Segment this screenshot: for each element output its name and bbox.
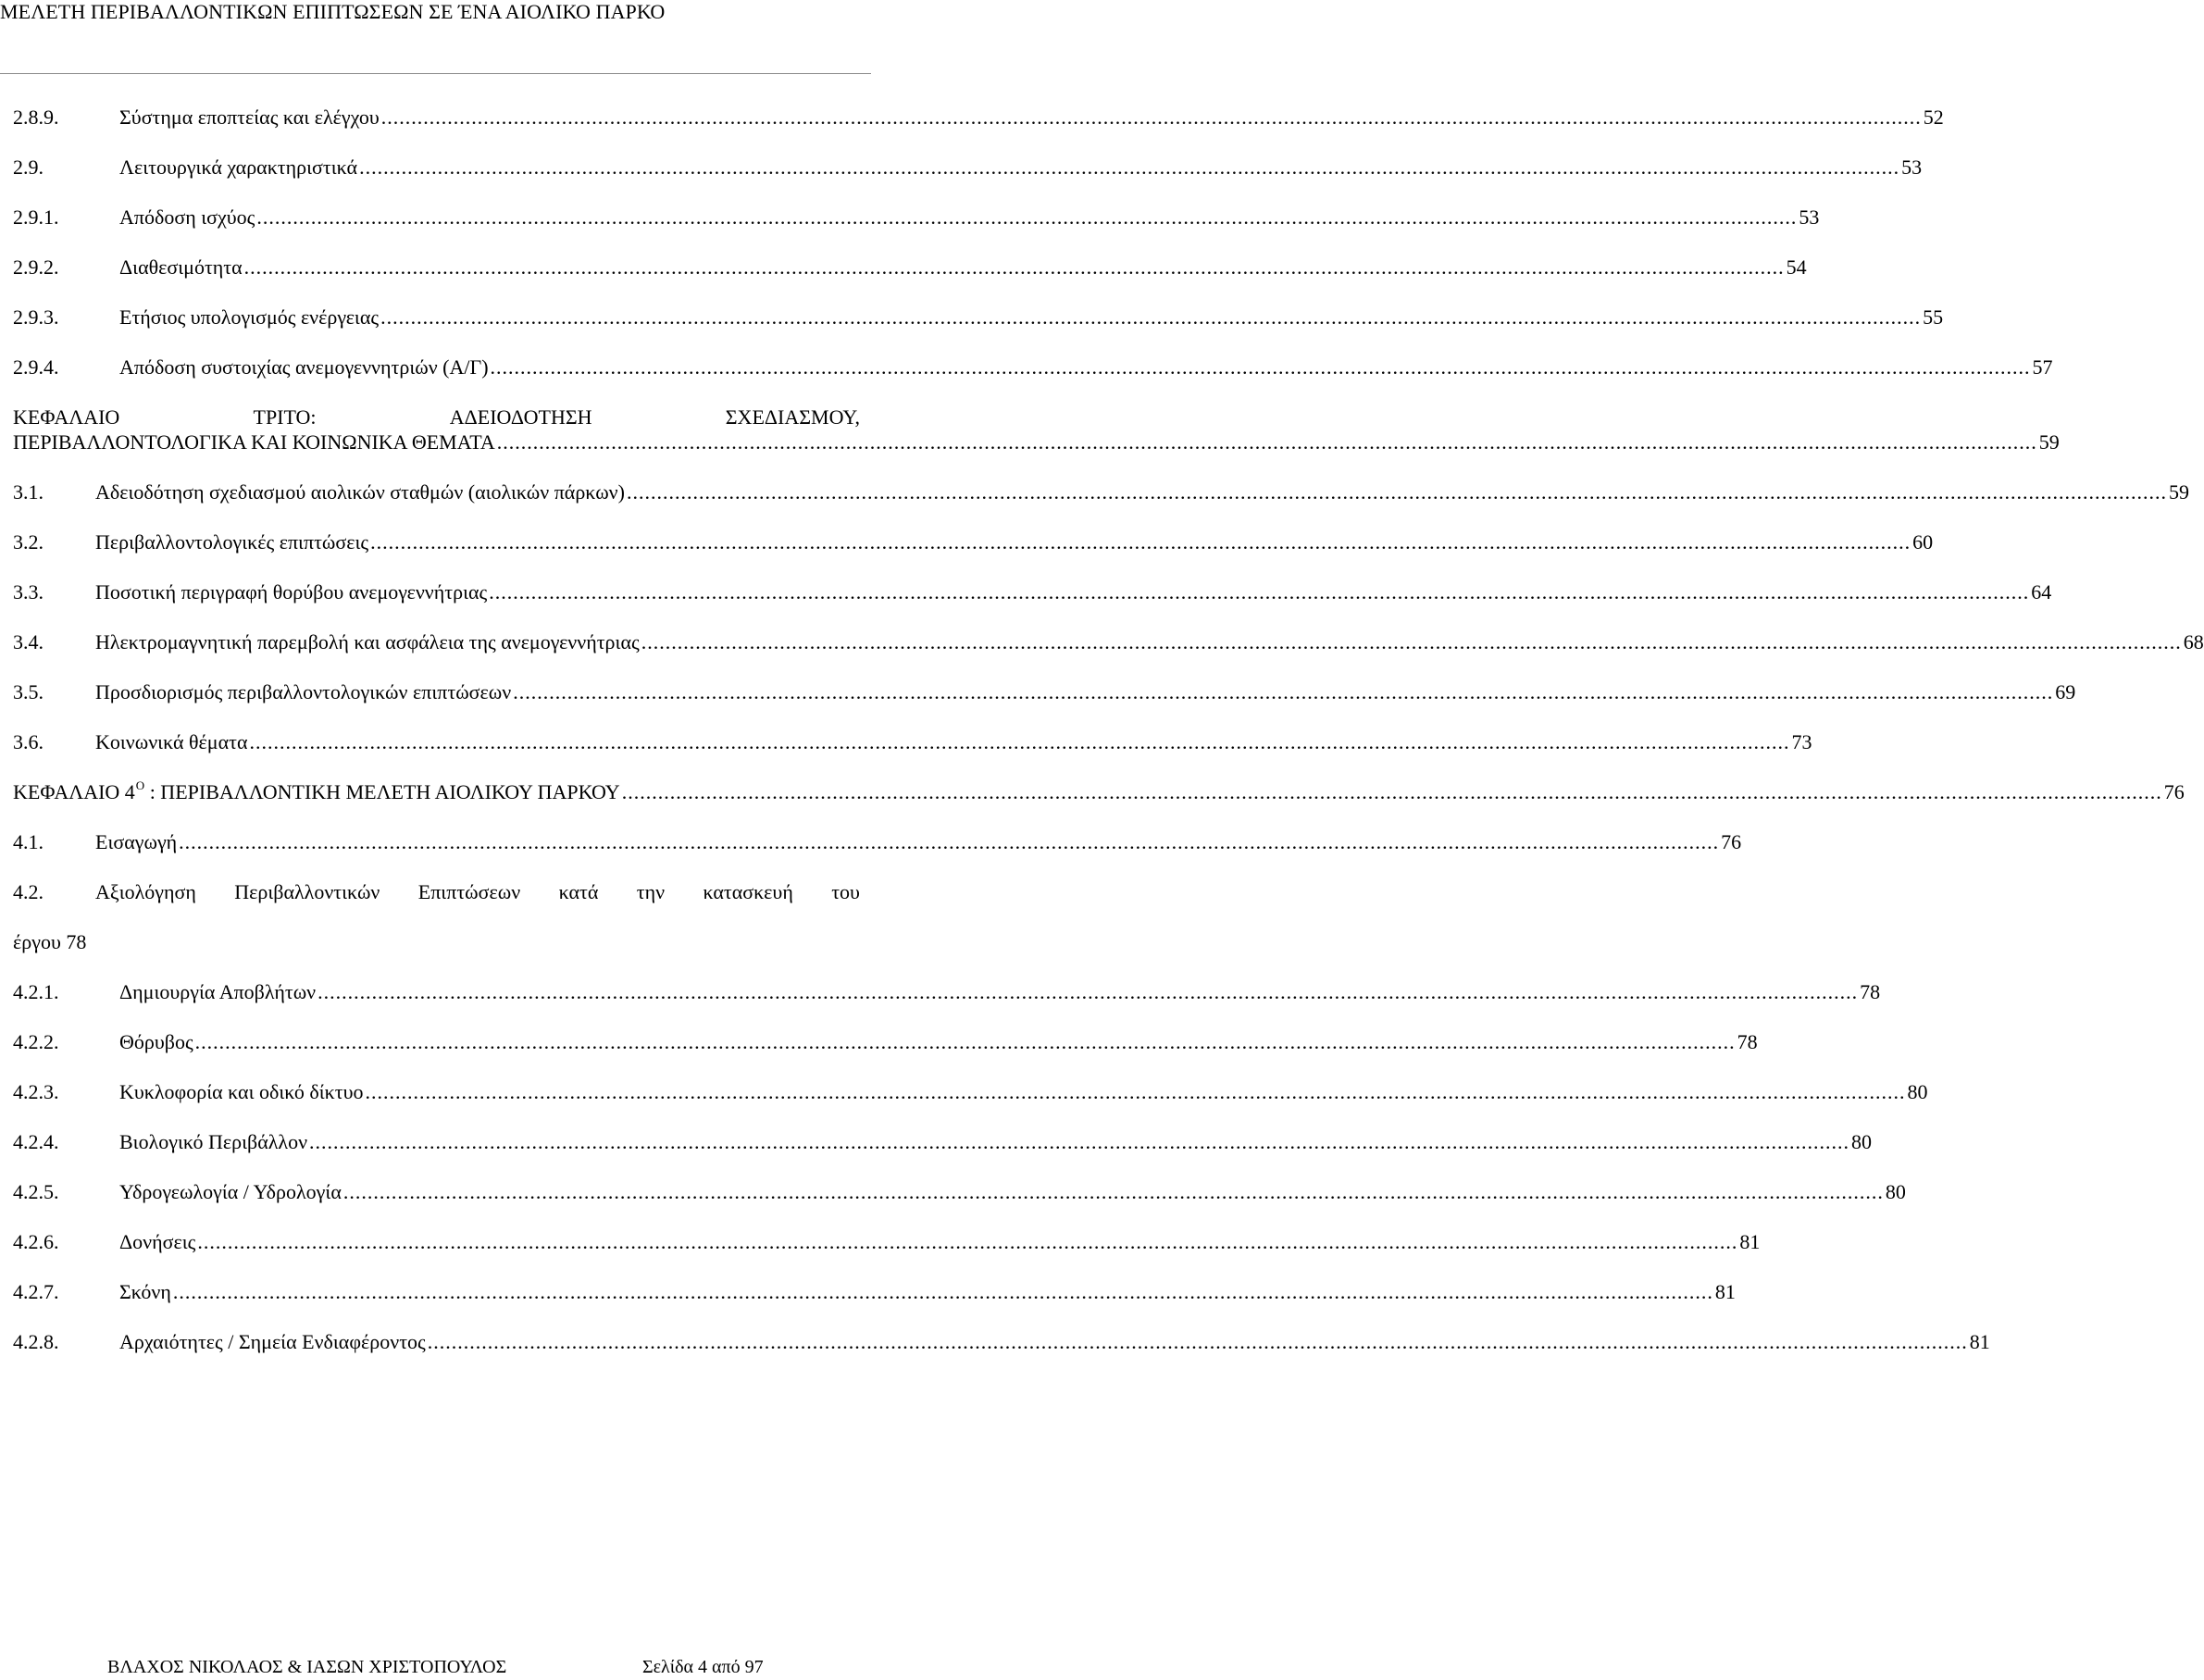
wrapped-entry-word: κατά bbox=[558, 880, 599, 903]
toc-entry-page: 78 bbox=[1737, 1030, 1758, 1053]
chapter-4-title: : ΠΕΡΙΒΑΛΛΟΝΤΙΚΗ ΜΕΛΕΤΗ ΑΙΟΛΙΚΟΥ ΠΑΡΚΟΥ bbox=[144, 780, 620, 803]
toc-dot-leader bbox=[318, 980, 1858, 1004]
toc-entry[interactable] bbox=[13, 355, 2053, 405]
toc-chapter-4[interactable] bbox=[13, 778, 2185, 830]
wrapped-entry-words bbox=[95, 880, 860, 905]
wrapped-entry-word: κατασκευή bbox=[703, 880, 793, 903]
toc-entry-number: 2.8.9. bbox=[13, 106, 59, 129]
toc-entry-title: Δονήσεις bbox=[119, 1230, 196, 1253]
toc-entry-title: Ετήσιος υπολογισμός ενέργειας bbox=[119, 305, 380, 329]
toc-entry[interactable] bbox=[13, 1230, 1761, 1280]
toc-entry-page: 52 bbox=[1923, 106, 1944, 129]
toc-entry[interactable] bbox=[13, 830, 1742, 880]
toc-entry-wrapped[interactable] bbox=[13, 880, 860, 980]
toc-dot-leader bbox=[249, 730, 1789, 754]
toc-dot-leader bbox=[627, 480, 2167, 504]
toc-entry-page: 81 bbox=[1969, 1330, 1990, 1353]
header-divider bbox=[0, 73, 871, 74]
toc-entry[interactable] bbox=[13, 205, 1820, 255]
footer-authors: ΒΛΑΧΟΣ ΝΙΚΟΛΑΟΣ & ΙΑΣΩΝ ΧΡΙΣΤΟΠΟΥΛΟΣ bbox=[107, 1657, 507, 1677]
toc-entry[interactable] bbox=[13, 106, 1944, 156]
toc-entry-page: 60 bbox=[1912, 530, 1934, 554]
toc-entry-page: 64 bbox=[2031, 580, 2052, 604]
toc-entry-title: Δημιουργία Αποβλήτων bbox=[119, 980, 317, 1003]
toc-entry-title: Ποσοτική περιγραφή θορύβου ανεμογεννήτριας bbox=[95, 580, 488, 604]
chapter-3-line-1 bbox=[13, 405, 860, 430]
toc-entry-number: 4.2.2. bbox=[13, 1030, 59, 1053]
chapter-3-word: ΚΕΦΑΛΑΙΟ bbox=[13, 405, 120, 429]
toc-chapter-3[interactable] bbox=[13, 405, 2060, 480]
toc-entry[interactable] bbox=[13, 305, 1944, 355]
toc-dot-leader bbox=[622, 780, 2162, 804]
toc-entry-title: Κοινωνικά θέματα bbox=[95, 730, 248, 753]
toc-entry-page: 55 bbox=[1923, 305, 1944, 329]
toc-entry-page: 80 bbox=[1907, 1080, 1928, 1103]
toc-entry-title: Διαθεσιμότητα bbox=[119, 255, 243, 279]
toc-entry[interactable] bbox=[13, 1080, 1928, 1130]
toc-dot-leader bbox=[380, 305, 1921, 330]
toc-dot-leader bbox=[256, 205, 1797, 230]
toc-entry-number: 2.9.4. bbox=[13, 355, 59, 379]
toc-entry-number: 2.9.3. bbox=[13, 305, 59, 329]
toc-entry-number: 4.2. bbox=[13, 880, 44, 903]
table-of-contents bbox=[13, 106, 2204, 1380]
chapter-4-superscript: Ο bbox=[135, 778, 145, 792]
wrapped-entry-word: Αξιολόγηση bbox=[95, 880, 196, 903]
toc-entry-title: Σύστημα εποπτείας και ελέγχου bbox=[119, 106, 380, 129]
toc-entry-title bbox=[13, 780, 620, 807]
toc-entry-number: 3.6. bbox=[13, 730, 44, 753]
toc-entry[interactable] bbox=[13, 156, 1923, 205]
toc-dot-leader bbox=[365, 1080, 1905, 1104]
toc-entry-page: 59 bbox=[2038, 430, 2060, 454]
toc-entry[interactable] bbox=[13, 480, 2189, 530]
toc-entry[interactable] bbox=[13, 580, 2052, 630]
toc-entry-title: Προσδιορισμός περιβαλλοντολογικών επιπτώσεων bbox=[95, 680, 512, 703]
header-title: ΜΕΛΕΤΗ ΠΕΡΙΒΑΛΛΟΝΤΙΚΩΝ ΕΠΙΠΤΩΣΕΩΝ ΣΕ ΈΝΑ ΑΙΟΛΙΚΟ ΠΑΡΚΟ bbox=[0, 0, 666, 23]
toc-dot-leader bbox=[343, 1180, 1884, 1204]
toc-entry-page: 81 bbox=[1714, 1280, 1736, 1303]
toc-entry-title: Απόδοση ισχύος bbox=[119, 205, 255, 229]
wrapped-entry-word: του bbox=[831, 880, 860, 903]
toc-dot-leader bbox=[381, 106, 1922, 130]
toc-entry-title: Κυκλοφορία και οδικό δίκτυο bbox=[119, 1080, 364, 1103]
toc-entry-number: 4.2.1. bbox=[13, 980, 59, 1003]
toc-entry[interactable] bbox=[13, 980, 1881, 1030]
toc-entry-title: Απόδοση συστοιχίας ανεμογεννητριών (Α/Γ) bbox=[119, 355, 489, 379]
toc-dot-leader bbox=[491, 355, 2031, 380]
toc-entry-number: 3.3. bbox=[13, 580, 44, 604]
toc-dot-leader bbox=[179, 830, 1719, 854]
wrapped-entry-word: Επιπτώσεων bbox=[417, 880, 521, 903]
toc-entry-number: 4.2.4. bbox=[13, 1130, 59, 1153]
toc-entry[interactable] bbox=[13, 1180, 1906, 1230]
toc-entry-number: 4.1. bbox=[13, 830, 44, 853]
toc-entry-number: 4.2.6. bbox=[13, 1230, 59, 1253]
toc-entry-page: 69 bbox=[2055, 680, 2076, 703]
toc-entry-page: 76 bbox=[2163, 780, 2185, 803]
toc-dot-leader bbox=[428, 1330, 1968, 1354]
toc-entry-title: Βιολογικό Περιβάλλον bbox=[119, 1130, 308, 1153]
toc-dot-leader bbox=[641, 630, 2182, 654]
toc-entry-page: 68 bbox=[2183, 630, 2204, 653]
toc-entry-number: 3.4. bbox=[13, 630, 44, 653]
toc-entry-title: Θόρυβος bbox=[119, 1030, 193, 1053]
toc-dot-leader bbox=[195, 1030, 1736, 1054]
wrapped-entry-line-1 bbox=[13, 880, 860, 930]
toc-entry[interactable] bbox=[13, 1130, 1873, 1180]
toc-dot-leader bbox=[309, 1130, 1849, 1154]
toc-entry-number: 4.2.7. bbox=[13, 1280, 59, 1303]
toc-entry[interactable] bbox=[13, 730, 1812, 780]
toc-entry[interactable] bbox=[13, 1280, 1736, 1330]
toc-entry[interactable] bbox=[13, 255, 1807, 305]
page-footer bbox=[0, 1644, 889, 1680]
toc-entry-title: Λειτουργικά χαρακτηριστικά bbox=[119, 156, 358, 179]
toc-dot-leader bbox=[370, 530, 1911, 554]
toc-entry-page: 78 bbox=[1860, 980, 1881, 1003]
toc-entry-page: 59 bbox=[2168, 480, 2189, 504]
toc-dot-leader bbox=[197, 1230, 1737, 1254]
toc-entry-page: 80 bbox=[1885, 1180, 1906, 1203]
chapter-3-line-2 bbox=[13, 430, 2060, 480]
toc-dot-leader bbox=[497, 430, 2037, 454]
toc-entry-page: 54 bbox=[1786, 255, 1807, 279]
toc-dot-leader bbox=[244, 255, 1785, 280]
toc-entry-title: Αρχαιότητες / Σημεία Ενδιαφέροντος bbox=[119, 1330, 426, 1353]
toc-entry-page: 53 bbox=[1799, 205, 1820, 229]
toc-dot-leader bbox=[513, 680, 2053, 704]
toc-entry-number: 2.9.2. bbox=[13, 255, 59, 279]
toc-entry[interactable] bbox=[13, 680, 2076, 730]
toc-entry-title: Υδρογεωλογία / Υδρολογία bbox=[119, 1180, 342, 1203]
toc-entry[interactable] bbox=[13, 630, 2204, 680]
toc-entry-page: 81 bbox=[1739, 1230, 1761, 1253]
toc-dot-leader bbox=[173, 1280, 1713, 1304]
toc-entry-page: 53 bbox=[1901, 156, 1923, 179]
toc-entry-page: 73 bbox=[1791, 730, 1812, 753]
wrapped-entry-word: Περιβαλλοντικών bbox=[234, 880, 380, 903]
chapter-3-word: ΤΡΙΤΟ: bbox=[253, 405, 317, 429]
toc-entry-number: 2.9.1. bbox=[13, 205, 59, 229]
chapter-3-word: ΑΔΕΙΟΔΟΤΗΣΗ bbox=[449, 405, 592, 429]
toc-entry-title: Περιβαλλοντολογικές επιπτώσεις bbox=[95, 530, 369, 554]
toc-entry-number: 2.9. bbox=[13, 156, 44, 179]
toc-entry-title: Αδειοδότηση σχεδιασμού αιολικών σταθμών (αιολικών πάρκων) bbox=[95, 480, 625, 504]
toc-entry[interactable] bbox=[13, 530, 1934, 580]
toc-entry-number: 3.5. bbox=[13, 680, 44, 703]
toc-entry[interactable] bbox=[13, 1330, 1990, 1380]
wrapped-entry-word: έργου bbox=[13, 930, 61, 953]
toc-entry-page: 78 bbox=[66, 930, 87, 953]
toc-entry-number: 3.1. bbox=[13, 480, 44, 504]
toc-dot-leader bbox=[359, 156, 1899, 180]
toc-entry-number: 3.2. bbox=[13, 530, 44, 554]
chapter-3-word: ΣΧΕΔΙΑΣΜΟΥ, bbox=[725, 405, 860, 429]
footer-page-number: Σελίδα 4 από 97 bbox=[642, 1657, 764, 1677]
toc-dot-leader bbox=[489, 580, 2029, 604]
chapter-4-prefix: ΚΕΦΑΛΑΙΟ 4 bbox=[13, 780, 135, 803]
wrapped-entry-line-2 bbox=[13, 930, 860, 980]
toc-entry-title: ΠΕΡΙΒΑΛΛΟΝΤΟΛΟΓΙΚΑ ΚΑΙ ΚΟΙΝΩΝΙΚΑ ΘΕΜΑΤΑ bbox=[13, 430, 495, 454]
toc-entry-page: 57 bbox=[2032, 355, 2053, 379]
wrapped-entry-word: την bbox=[636, 880, 666, 903]
toc-entry-title: Ηλεκτρομαγνητική παρεμβολή και ασφάλεια της ανεμογεννήτριας bbox=[95, 630, 640, 653]
toc-entry-title: Εισαγωγή bbox=[95, 830, 178, 853]
toc-entry-number: 4.2.5. bbox=[13, 1180, 59, 1203]
toc-entry-number: 4.2.8. bbox=[13, 1330, 59, 1353]
toc-entry-title: Σκόνη bbox=[119, 1280, 171, 1303]
toc-entry-page: 80 bbox=[1851, 1130, 1873, 1153]
toc-entry[interactable] bbox=[13, 1030, 1758, 1080]
toc-entry-number: 4.2.3. bbox=[13, 1080, 59, 1103]
toc-entry-page: 76 bbox=[1721, 830, 1742, 853]
